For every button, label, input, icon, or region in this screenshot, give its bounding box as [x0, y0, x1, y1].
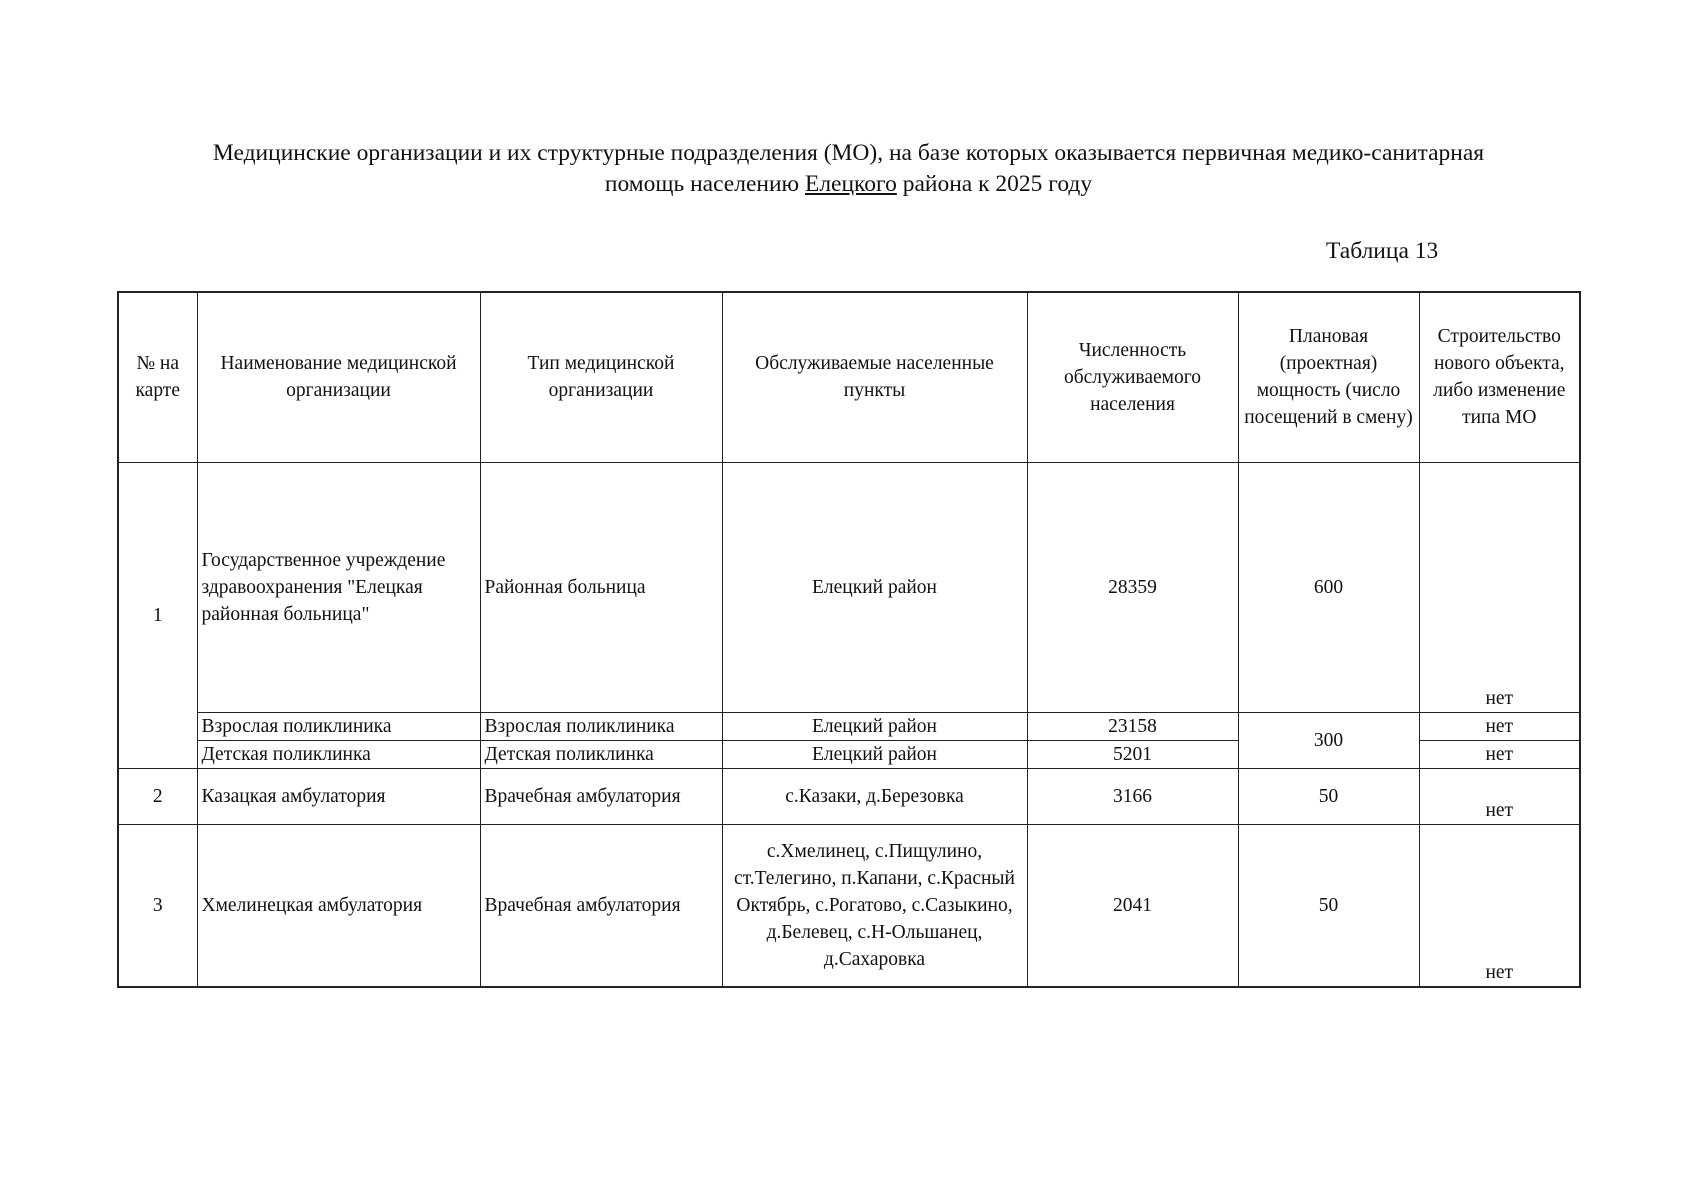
cell-name: Хмелинецкая амбулатория — [197, 824, 480, 987]
table-row — [118, 824, 1580, 987]
cell-settlements: с.Казаки, д.Березовка — [722, 768, 1027, 824]
cell-type: Врачебная амбулатория — [480, 768, 722, 824]
cell-settlements: с.Хмелинец, с.Пищулино, ст.Телегино, п.Капани, с.Красный Октябрь, с.Рогатово, с.Сазыкино, д.Белевец, с.Н-Ольшанец, д.Сахаровка — [722, 824, 1027, 987]
title-line-2-start: помощь населению — [604, 171, 805, 197]
medical-organizations-table — [117, 291, 1581, 988]
cell-type: Взрослая поликлиника — [480, 712, 722, 740]
header-num: № на карте — [118, 292, 197, 462]
cell-name: Детская поликлинка — [197, 740, 480, 768]
cell-type: Детская поликлинка — [480, 740, 722, 768]
cell-construction: нет — [1419, 824, 1580, 987]
title-line-2-end: района к 2025 году — [896, 171, 1093, 197]
cell-settlements: Елецкий район — [722, 712, 1027, 740]
header-capacity: Плановая (проектная) мощность (число посещений в смену) — [1238, 292, 1419, 462]
cell-num: 3 — [118, 824, 197, 987]
header-type: Тип медицинской организации — [480, 292, 722, 462]
cell-construction: нет — [1419, 712, 1580, 740]
cell-capacity: 300 — [1238, 712, 1419, 768]
cell-num: 2 — [118, 768, 197, 824]
cell-construction: нет — [1419, 462, 1580, 712]
header-row — [118, 292, 1580, 462]
cell-name: Казацкая амбулатория — [197, 768, 480, 824]
cell-name: Взрослая поликлиника — [197, 712, 480, 740]
table-row — [118, 712, 1580, 740]
cell-capacity: 600 — [1238, 462, 1419, 712]
title-district-underlined: Елецкого — [804, 171, 897, 197]
cell-population: 3166 — [1027, 768, 1238, 824]
table-row — [118, 768, 1580, 824]
header-construction: Строительство нового объекта, либо изменение типа МО — [1419, 292, 1580, 462]
cell-type: Врачебная амбулатория — [480, 824, 722, 987]
cell-construction: нет — [1419, 768, 1580, 824]
cell-name: Государственное учреждение здравоохранения "Елецкая районная больница" — [197, 462, 480, 712]
title-line-1: Медицинские организации и их структурные подразделения (МО), на базе которых оказывается первичная медико-санитарная — [212, 140, 1485, 166]
table-row — [118, 462, 1580, 712]
document-title — [100, 138, 1597, 200]
cell-capacity: 50 — [1238, 768, 1419, 824]
cell-construction: нет — [1419, 740, 1580, 768]
table-caption: Таблица 13 — [1326, 238, 1439, 264]
cell-population: 23158 — [1027, 712, 1238, 740]
title-line-2 — [100, 169, 1597, 200]
cell-capacity: 50 — [1238, 824, 1419, 987]
header-settlements: Обслуживаемые населенные пункты — [722, 292, 1027, 462]
cell-type: Районная больница — [480, 462, 722, 712]
cell-population: 2041 — [1027, 824, 1238, 987]
cell-settlements: Елецкий район — [722, 740, 1027, 768]
header-name: Наименование медицинской организации — [197, 292, 480, 462]
cell-population: 28359 — [1027, 462, 1238, 712]
cell-population: 5201 — [1027, 740, 1238, 768]
header-population: Численность обслуживаемого населения — [1027, 292, 1238, 462]
cell-settlements: Елецкий район — [722, 462, 1027, 712]
cell-num: 1 — [118, 462, 197, 768]
